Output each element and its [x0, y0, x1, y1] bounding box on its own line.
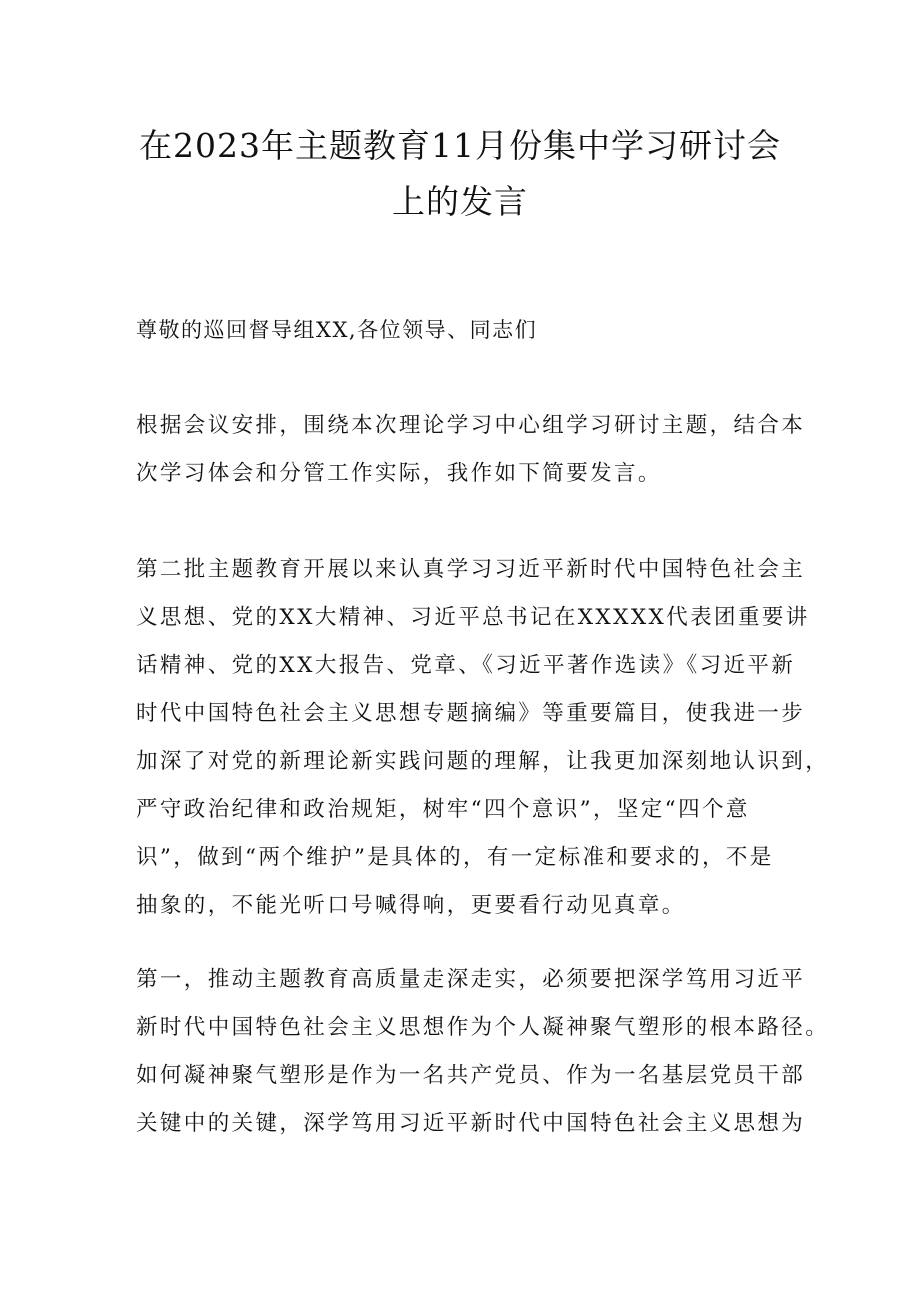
paragraph-line: 抽象的，不能光听口号喊得响，更要看行动见真章。 — [136, 893, 686, 918]
paragraph-3 — [136, 956, 830, 1148]
document-title — [120, 118, 800, 230]
title-line-2: 上的发言 — [392, 182, 528, 221]
paragraph-line: 如何凝神聚气塑形是作为一名共产党员、作为一名基层党员干部 — [136, 1063, 806, 1088]
paragraph-line: 新时代中国特色社会主义思想作为个人凝神聚气塑形的根本路径。 — [136, 1015, 830, 1040]
paragraph-line: 义思想、党的XX大精神、习近平总书记在XXXXX代表团重要讲 — [136, 605, 810, 630]
paragraph-line: 话精神、党的XX大报告、党章、《习近平著作选读》《习近平新 — [136, 653, 796, 678]
paragraph-line: 根据会议安排，围绕本次理论学习中心组学习研讨主题，结合本 — [136, 413, 806, 438]
paragraph-line: 第一，推动主题教育高质量走深走实，必须要把深学笃用习近平 — [136, 967, 806, 992]
paragraph-line: 时代中国特色社会主义思想专题摘编》等重要篇目，使我进一步 — [136, 701, 806, 726]
paragraph-2 — [136, 546, 830, 930]
paragraph-line: 加深了对党的新理论新实践问题的理解，让我更加深刻地认识到， — [136, 749, 830, 774]
title-line-1: 在2023年主题教育11月份集中学习研讨会 — [139, 126, 781, 165]
paragraph-line: 严守政治纪律和政治规矩，树牢“四个意识”，坚定“四个意 — [136, 797, 750, 822]
greeting: 尊敬的巡回督导组XX,各位领导、同志们 — [136, 318, 538, 342]
paragraph-line: 第二批主题教育开展以来认真学习习近平新时代中国特色社会主 — [136, 557, 806, 582]
paragraph-line: 关键中的关键，深学笃用习近平新时代中国特色社会主义思想为 — [136, 1111, 806, 1136]
paragraph-1 — [136, 402, 806, 498]
paragraph-line: 次学习体会和分管工作实际，我作如下简要发言。 — [136, 461, 662, 486]
paragraph-line: 识”，做到“两个维护”是具体的，有一定标准和要求的，不是 — [136, 845, 774, 870]
